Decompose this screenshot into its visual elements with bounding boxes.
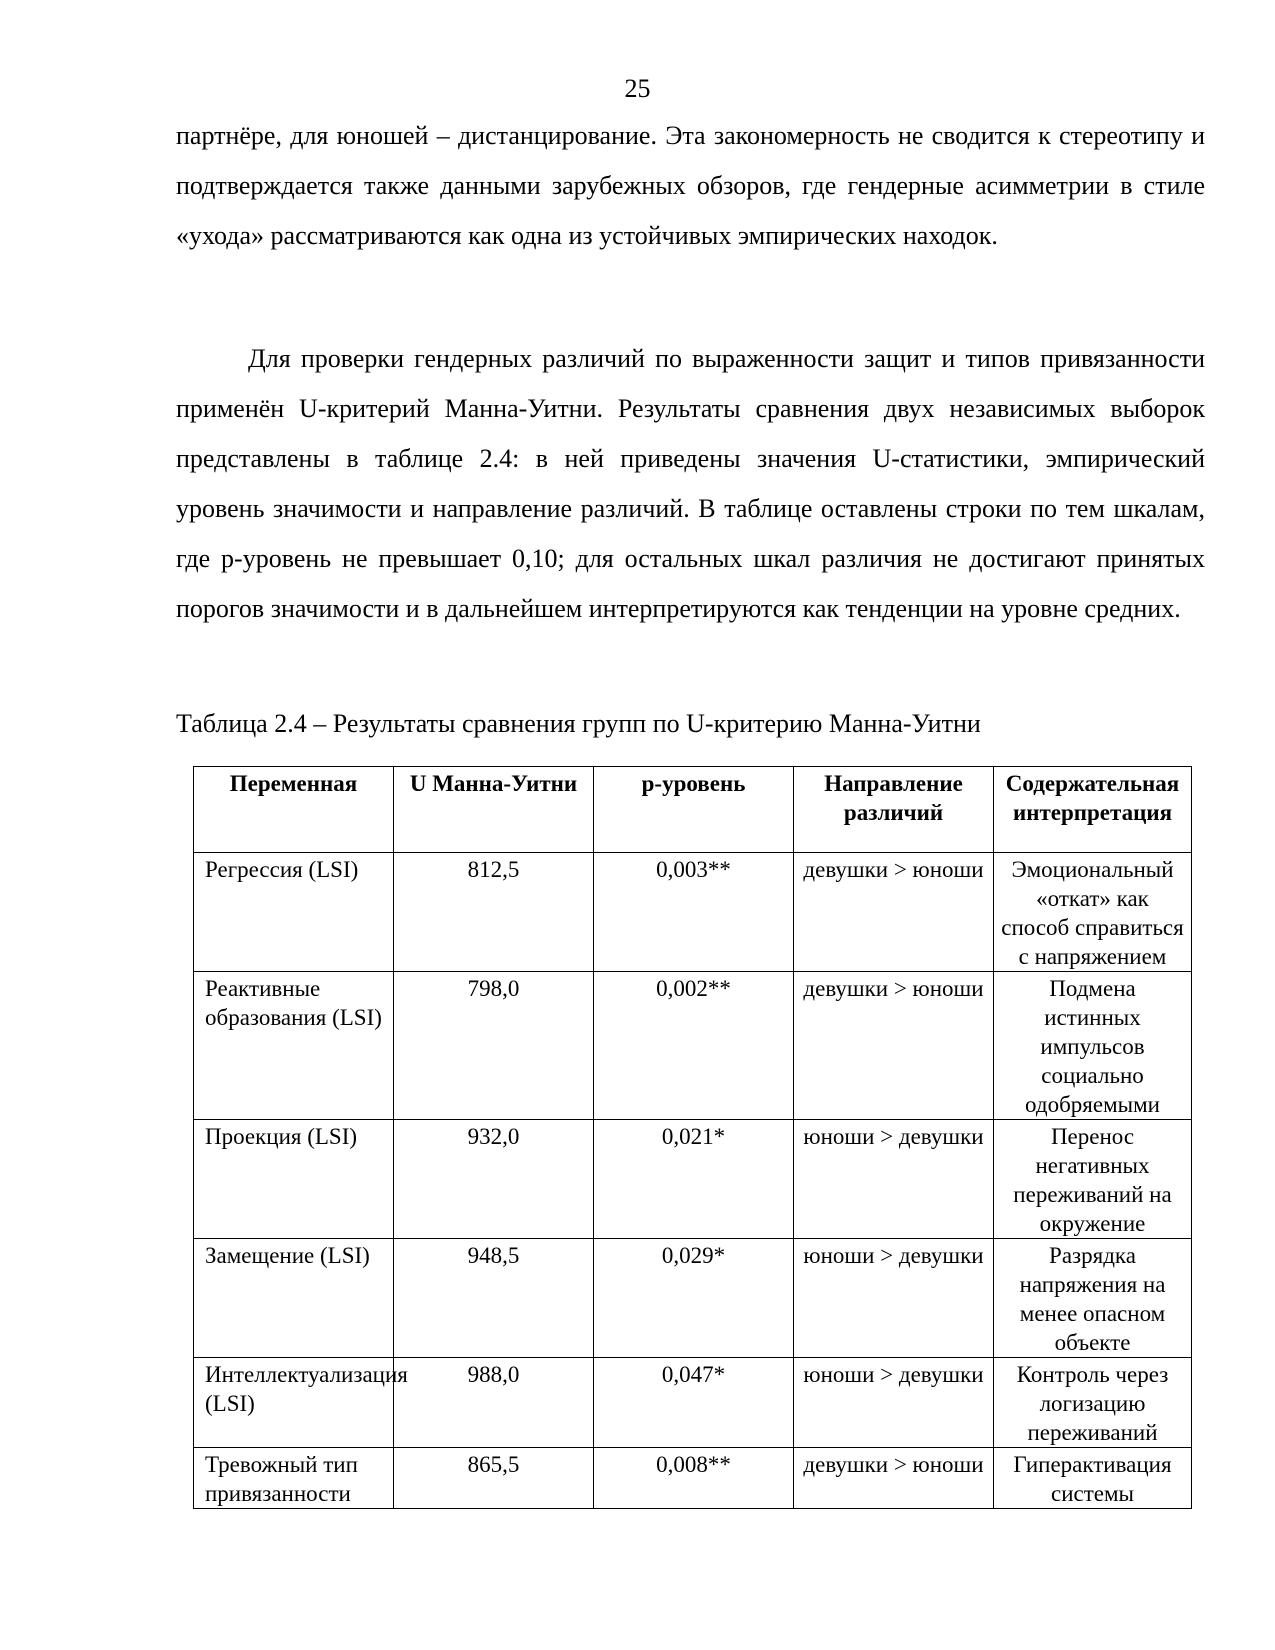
header-interpretation: Содержательная интерпретация [994, 767, 1192, 853]
cell-direction: девушки > юноши [794, 853, 994, 972]
table-row [194, 1358, 1192, 1448]
cell-interpretation: Гиперактивация системы [994, 1448, 1192, 1509]
header-p-level: p-уровень [594, 767, 794, 853]
cell-u-statistic: 988,0 [394, 1358, 594, 1448]
cell-direction: юноши > девушки [794, 1239, 994, 1358]
cell-interpretation: Эмоциональный «откат» как способ справиться с напряжением [994, 853, 1192, 972]
table-row [194, 1448, 1192, 1509]
cell-variable: Интеллектуализация (LSI) [194, 1358, 394, 1448]
table-row [194, 972, 1192, 1120]
cell-p-level: 0,002** [594, 972, 794, 1120]
table-row [194, 1120, 1192, 1239]
cell-direction: юноши > девушки [794, 1120, 994, 1239]
cell-variable: Реактивные образования (LSI) [194, 972, 394, 1120]
cell-variable: Замещение (LSI) [194, 1239, 394, 1358]
cell-interpretation: Перенос негативных переживаний на окружение [994, 1120, 1192, 1239]
table-row [194, 853, 1192, 972]
cell-u-statistic: 865,5 [394, 1448, 594, 1509]
cell-p-level: 0,029* [594, 1239, 794, 1358]
cell-u-statistic: 948,5 [394, 1239, 594, 1358]
cell-u-statistic: 812,5 [394, 853, 594, 972]
table-caption: Таблица 2.4 – Результаты сравнения групп по U-критерию Манна-Уитни [176, 709, 981, 738]
body-paragraph-2: Для проверки гендерных различий по выраженности защит и типов привязанности применён U-критерий Манна-Уитни. Результаты сравнения двух независимых выборок представлены в таблице 2.4: в ней приведены значения U-статистики, эмпирический уровень значимости и направление различий. В таблице оставлены строки по тем шкалам, где p-уровень не превышает 0,10; для остальных шкал различия не достигают принятых порогов значимости и в дальнейшем интерпретируются как тенденции на уровне средних. [176, 344, 1205, 623]
header-direction: Направление различий [794, 767, 994, 853]
cell-p-level: 0,047* [594, 1358, 794, 1448]
cell-variable: Проекция (LSI) [194, 1120, 394, 1239]
cell-direction: девушки > юноши [794, 972, 994, 1120]
header-u-statistic: U Манна-Уитни [394, 767, 594, 853]
cell-direction: юноши > девушки [794, 1358, 994, 1448]
cell-interpretation: Подмена истинных импульсов социально одобряемыми [994, 972, 1192, 1120]
cell-direction: девушки > юноши [794, 1448, 994, 1509]
results-table [193, 766, 1192, 1509]
cell-variable: Тревожный тип привязанности [194, 1448, 394, 1509]
cell-interpretation: Контроль через логизацию переживаний [994, 1358, 1192, 1448]
cell-p-level: 0,021* [594, 1120, 794, 1239]
body-paragraph-1: партнёре, для юношей – дистанцирование. Эта закономерность не сводится к стереотипу и подтверждается также данными зарубежных обзоров, где гендерные асимметрии в стиле «ухода» рассматриваются как одна из устойчивых эмпирических находок. [176, 121, 1205, 250]
cell-u-statistic: 932,0 [394, 1120, 594, 1239]
page-number: 25 [624, 74, 651, 103]
cell-u-statistic: 798,0 [394, 972, 594, 1120]
cell-variable: Регрессия (LSI) [194, 853, 394, 972]
cell-p-level: 0,008** [594, 1448, 794, 1509]
table-header-row [194, 767, 1192, 853]
header-variable: Переменная [194, 767, 394, 853]
table-row [194, 1239, 1192, 1358]
cell-p-level: 0,003** [594, 853, 794, 972]
cell-interpretation: Разрядка напряжения на менее опасном объекте [994, 1239, 1192, 1358]
